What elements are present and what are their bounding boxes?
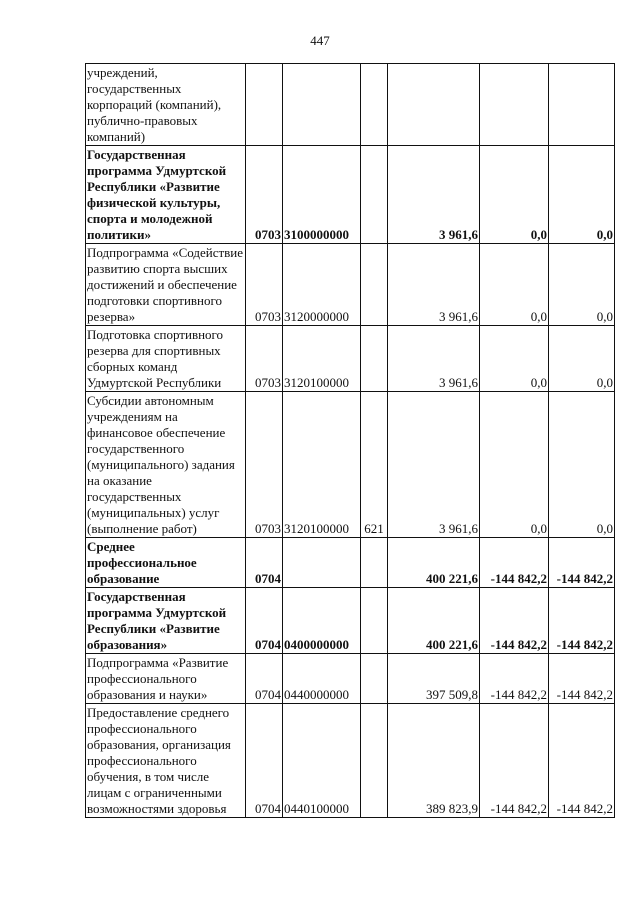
row-value-1-text: 3 961,6	[439, 521, 478, 536]
row-code-cell	[283, 64, 361, 146]
row-section-cell	[246, 146, 283, 244]
row-section-cell	[246, 244, 283, 326]
row-type-cell	[361, 654, 388, 704]
row-value-1-cell	[388, 704, 480, 818]
row-value-2-text: -144 842,2	[490, 687, 547, 702]
row-value-2-cell	[480, 538, 549, 588]
row-section-cell	[246, 654, 283, 704]
row-section-text: 0704	[255, 637, 281, 652]
row-value-2-text: -144 842,2	[490, 801, 547, 816]
row-value-3-cell	[549, 538, 615, 588]
row-value-2-cell	[480, 64, 549, 146]
row-value-3-cell	[549, 588, 615, 654]
row-name-text: Подготовка спортивного резерва для спортивных сборных команд Удмуртской Республики	[87, 327, 224, 390]
row-section-text: 0704	[255, 801, 281, 816]
row-code-cell	[283, 326, 361, 392]
table-row	[86, 538, 615, 588]
row-code-text: 0440000000	[284, 687, 349, 702]
row-type-cell	[361, 64, 388, 146]
row-value-1-text: 3 961,6	[439, 375, 478, 390]
row-section-text: 0704	[255, 571, 281, 586]
row-section-text: 0703	[255, 227, 281, 242]
row-value-2-text: 0,0	[530, 521, 547, 536]
row-name-cell	[86, 588, 246, 654]
table-row	[86, 654, 615, 704]
row-code-cell	[283, 654, 361, 704]
row-value-1-text: 3 961,6	[439, 227, 478, 242]
row-name-cell	[86, 244, 246, 326]
row-section-cell	[246, 588, 283, 654]
row-value-1-cell	[388, 654, 480, 704]
row-code-text: 3120000000	[284, 309, 349, 324]
row-name-text: Предоставление среднего профессионального образования, организация профессионального обучения, в том числе лицам с ограниченными возможностями здоровья	[87, 705, 231, 816]
row-section-cell	[246, 392, 283, 538]
row-type-cell	[361, 326, 388, 392]
row-value-3-text: 0,0	[596, 375, 613, 390]
row-value-1-cell	[388, 538, 480, 588]
budget-table-body	[86, 64, 615, 818]
row-section-cell	[246, 326, 283, 392]
row-name-cell	[86, 538, 246, 588]
row-value-2-text: 0,0	[530, 375, 547, 390]
row-code-cell	[283, 704, 361, 818]
row-section-cell	[246, 64, 283, 146]
row-name-cell	[86, 326, 246, 392]
row-section-cell	[246, 704, 283, 818]
row-value-2-text: -144 842,2	[490, 637, 547, 652]
row-name-text: Подпрограмма «Содействие развитию спорта высших достижений и обеспечение подготовки спортивного резерва»	[87, 245, 244, 324]
row-name-text: Подпрограмма «Развитие профессионального образования и науки»	[87, 655, 229, 702]
row-value-2-text: 0,0	[530, 309, 547, 324]
table-row	[86, 64, 615, 146]
row-name-cell	[86, 704, 246, 818]
row-code-cell	[283, 146, 361, 244]
row-section-text: 0703	[255, 521, 281, 536]
row-value-1-cell	[388, 64, 480, 146]
row-type-cell	[361, 244, 388, 326]
row-value-3-cell	[549, 654, 615, 704]
row-value-1-cell	[388, 392, 480, 538]
table-row	[86, 392, 615, 538]
row-code-text: 3120100000	[284, 521, 349, 536]
table-row	[86, 244, 615, 326]
row-value-3-cell	[549, 64, 615, 146]
row-value-3-cell	[549, 244, 615, 326]
row-type-cell	[361, 538, 388, 588]
row-value-2-cell	[480, 704, 549, 818]
row-name-text: Государственная программа Удмуртской Республики «Развитие физической культуры, спорта и молодежной политики»	[87, 147, 227, 242]
row-name-cell	[86, 654, 246, 704]
row-value-2-cell	[480, 392, 549, 538]
row-value-1-cell	[388, 244, 480, 326]
row-code-text: 3120100000	[284, 375, 349, 390]
row-name-text: Среднее профессиональное образование	[87, 539, 197, 586]
row-value-2-cell	[480, 588, 549, 654]
row-value-3-cell	[549, 146, 615, 244]
row-type-cell	[361, 146, 388, 244]
row-value-1-text: 3 961,6	[439, 309, 478, 324]
row-name-cell	[86, 392, 246, 538]
row-value-2-cell	[480, 326, 549, 392]
row-value-3-text: -144 842,2	[556, 801, 613, 816]
row-section-text: 0704	[255, 687, 281, 702]
row-value-2-cell	[480, 654, 549, 704]
row-type-cell	[361, 588, 388, 654]
row-code-text: 0440100000	[284, 801, 349, 816]
row-section-text: 0703	[255, 375, 281, 390]
row-code-text: 0400000000	[284, 637, 349, 652]
row-code-cell	[283, 588, 361, 654]
row-value-2-cell	[480, 146, 549, 244]
row-value-1-cell	[388, 326, 480, 392]
row-value-3-text: 0,0	[596, 227, 613, 242]
row-value-3-cell	[549, 704, 615, 818]
row-code-cell	[283, 244, 361, 326]
table-row	[86, 326, 615, 392]
row-name-cell	[86, 64, 246, 146]
table-row	[86, 588, 615, 654]
budget-table	[85, 63, 615, 818]
row-name-cell	[86, 146, 246, 244]
row-value-3-text: -144 842,2	[556, 571, 613, 586]
row-value-1-text: 400 221,6	[426, 571, 478, 586]
row-value-1-text: 397 509,8	[426, 687, 478, 702]
row-value-3-text: 0,0	[596, 521, 613, 536]
row-value-2-text: -144 842,2	[490, 571, 547, 586]
row-name-text: Государственная программа Удмуртской Республики «Развитие образования»	[87, 589, 227, 652]
table-row	[86, 146, 615, 244]
row-name-text: Субсидии автономным учреждениям на финансовое обеспечение государственного (муниципального) задания на оказание государственных (муниципальных) услуг (выполнение работ)	[87, 393, 235, 536]
row-code-cell	[283, 392, 361, 538]
row-type-text: 621	[364, 521, 384, 536]
row-value-1-text: 389 823,9	[426, 801, 478, 816]
row-section-cell	[246, 538, 283, 588]
row-value-2-text: 0,0	[530, 227, 547, 242]
row-value-3-text: 0,0	[596, 309, 613, 324]
row-value-1-cell	[388, 146, 480, 244]
row-code-cell	[283, 538, 361, 588]
row-code-text: 3100000000	[284, 227, 349, 242]
row-value-3-cell	[549, 326, 615, 392]
row-type-cell	[361, 704, 388, 818]
row-value-1-text: 400 221,6	[426, 637, 478, 652]
table-row	[86, 704, 615, 818]
row-section-text: 0703	[255, 309, 281, 324]
row-value-3-text: -144 842,2	[556, 687, 613, 702]
row-type-cell	[361, 392, 388, 538]
page-number: 447	[310, 33, 330, 48]
row-value-1-cell	[388, 588, 480, 654]
row-value-3-text: -144 842,2	[556, 637, 613, 652]
row-value-2-cell	[480, 244, 549, 326]
row-name-text: учреждений, государственных корпораций (компаний), публично-правовых компаний)	[87, 65, 222, 144]
row-value-3-cell	[549, 392, 615, 538]
